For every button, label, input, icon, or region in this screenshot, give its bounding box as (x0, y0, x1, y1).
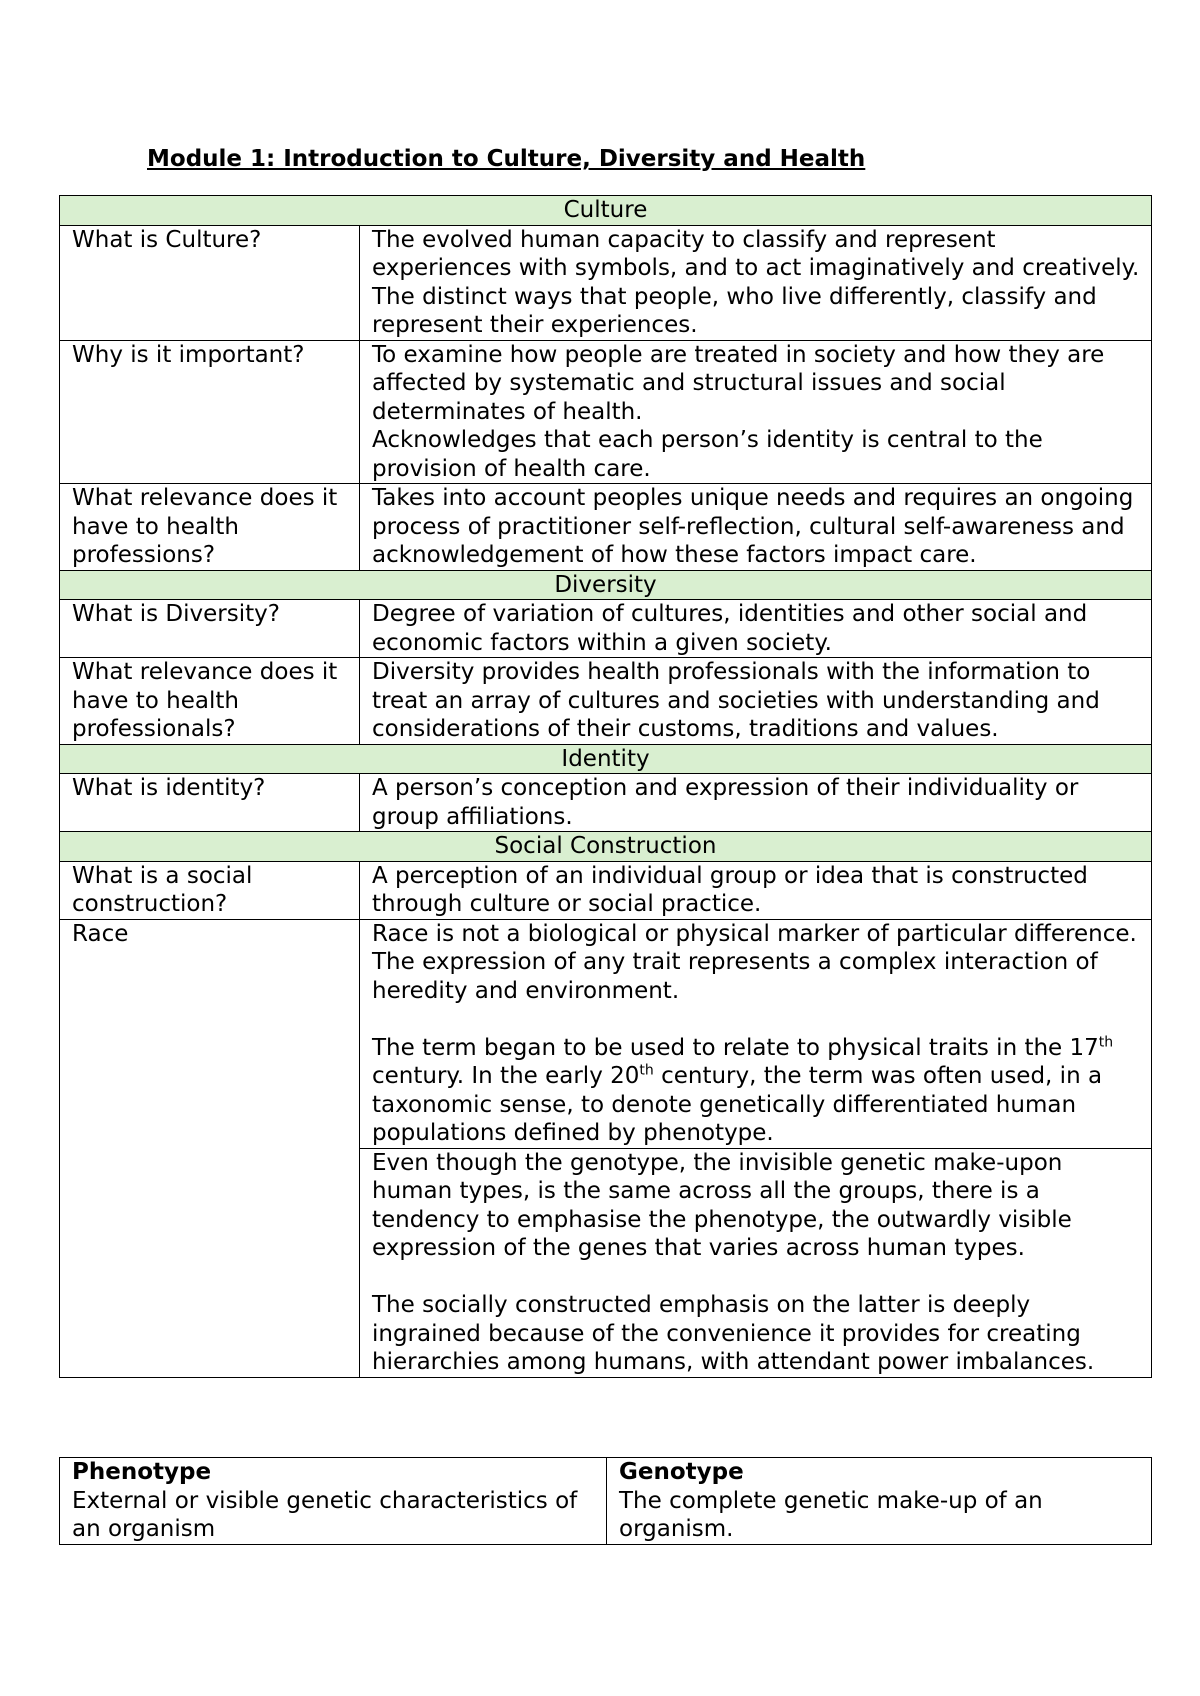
superscript: th (639, 1062, 654, 1079)
page-title: Module 1: Introduction to Culture, Diversity and Health (147, 146, 866, 172)
answer-paragraph: Race is not a biological or physical marker of particular difference. (372, 920, 1137, 947)
section-header-identity: Identity (60, 744, 1152, 774)
question-cell: What relevance does it have to health professionals? (60, 658, 360, 745)
question-cell: Why is it important? (60, 340, 360, 484)
table-row (60, 861, 1152, 919)
blank-line (372, 1263, 1141, 1292)
notes-table (59, 195, 1152, 1378)
answer-cell: Diversity provides health professionals with the information to treat an array of cultures and societies with understanding and considerations of their customs, traditions and values. (360, 658, 1152, 745)
answer-paragraph (372, 1034, 1141, 1148)
table-row (60, 774, 1152, 832)
phenotype-cell (60, 1458, 607, 1545)
term-label: Phenotype (72, 1459, 212, 1485)
section-header-row (60, 196, 1152, 226)
answer-cell: A person’s conception and expression of their individuality or group affiliations. (360, 774, 1152, 832)
answer-cell (360, 919, 1152, 1148)
blank-line (372, 1005, 1141, 1034)
text-run: century. In the early 20 (372, 1063, 640, 1089)
table-row (60, 919, 1152, 1148)
section-header-social-construction: Social Construction (60, 832, 1152, 862)
table-row (60, 340, 1152, 484)
section-header-row (60, 832, 1152, 862)
question-cell: What is identity? (60, 774, 360, 832)
term-label: Genotype (619, 1459, 744, 1485)
table-row (60, 484, 1152, 571)
answer-cell (360, 340, 1152, 484)
answer-paragraph: To examine how people are treated in society and how they are affected by systematic and structural issues and social determinates of health. (372, 341, 1105, 425)
superscript: th (1098, 1033, 1114, 1050)
answer-cell: Degree of variation of cultures, identities and other social and economic factors within a given society. (360, 600, 1152, 658)
answer-cell: Takes into account peoples unique needs and requires an ongoing process of practitioner self-reflection, cultural self-awareness and acknowledgement of how these factors impact care. (360, 484, 1152, 571)
question-cell: What is Culture? (60, 225, 360, 340)
table-row (60, 1458, 1152, 1545)
answer-paragraph: The socially constructed emphasis on the latter is deeply ingrained because of the convenience it provides for creating hierarchies among humans, with attendant power imbalances. (372, 1292, 1095, 1375)
genotype-cell (607, 1458, 1152, 1545)
term-definition: The complete genetic make-up of an organism. (619, 1487, 1043, 1542)
question-cell: What is Diversity? (60, 600, 360, 658)
answer-cell (360, 225, 1152, 340)
table-row (60, 600, 1152, 658)
term-definition: External or visible genetic characteristics of an organism (72, 1487, 578, 1542)
answer-paragraph: The expression of any trait represents a complex interaction of heredity and environment. (372, 949, 1098, 1004)
definitions-table (59, 1457, 1152, 1545)
question-cell: What relevance does it have to health professions? (60, 484, 360, 571)
answer-paragraph: The evolved human capacity to classify and represent experiences with symbols, and to act imaginatively and creatively. (372, 226, 1140, 281)
section-header-row (60, 570, 1152, 600)
answer-paragraph: Acknowledges that each person’s identity is central to the provision of health care. (372, 427, 1043, 482)
section-header-culture: Culture (60, 196, 1152, 226)
answer-cell: A perception of an individual group or idea that is constructed through culture or social practice. (360, 861, 1152, 919)
section-header-diversity: Diversity (60, 570, 1152, 600)
question-cell: What is a social construction? (60, 861, 360, 919)
question-cell-race: Race (60, 919, 360, 1377)
answer-paragraph: Even though the genotype, the invisible genetic make-upon human types, is the same across all the groups, there is a tendency to emphasise the phenotype, the outwardly visible expression of the genes that varies across human types. (372, 1149, 1072, 1261)
answer-cell (360, 1148, 1152, 1377)
text-run: The term began to be used to relate to physical traits in the 17 (372, 1034, 1099, 1061)
section-header-row (60, 744, 1152, 774)
table-row (60, 225, 1152, 340)
table-row (60, 658, 1152, 745)
text-run: century, the term was often used, in a taxonomic sense, to denote genetically differentiated human populations defined by phenotype. (372, 1063, 1103, 1146)
answer-paragraph: The distinct ways that people, who live differently, classify and represent their experiences. (372, 283, 1097, 338)
